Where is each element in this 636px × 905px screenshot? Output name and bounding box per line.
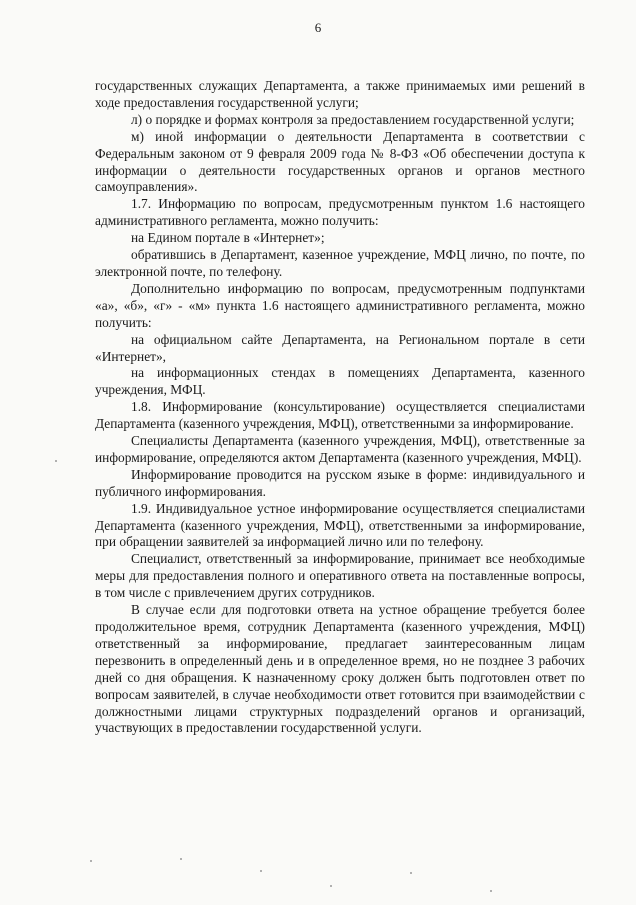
scan-speck — [490, 890, 492, 892]
paragraph: 1.9. Индивидуальное устное информирование осуществляется специалистами Департамента (казенного учреждения, МФЦ), ответственными за информирование, при обращении заявителей за информацией лично или по телефону. — [95, 500, 585, 550]
scan-speck — [180, 858, 182, 860]
paragraph: на официальном сайте Департамента, на Региональном портале в сети «Интернет», — [95, 331, 585, 364]
paragraph: на Едином портале в «Интернет»; — [131, 230, 325, 246]
paragraph: обратившись в Департамент, казенное учреждение, МФЦ лично, по почте, по электронной почте, по телефону. — [95, 247, 585, 279]
scan-speck — [410, 872, 412, 874]
paragraph: Дополнительно информацию по вопросам, предусмотренным подпунктами «а», «б», «г» - «м» пункта 1.6 настоящего административного регламента, можно получить: — [95, 280, 585, 330]
paragraph: на информационных стендах в помещениях Департамента, казенного учреждения, МФЦ. — [95, 365, 585, 398]
paragraph: 1.7. Информацию по вопросам, предусмотренным пунктом 1.6 настоящего административного регламента, можно получить: — [95, 196, 585, 229]
paragraph: м) иной информации о деятельности Департамента в соответствии с Федеральным законом от 9 февраля 2009 года № 8-ФЗ «Об обеспечении доступа к информации о деятельности государственных органов и органов местного самоуправления». — [95, 128, 585, 195]
paragraph: 1.8. Информирование (консультирование) осуществляется специалистами Департамента (казенного учреждения, МФЦ), ответственными за информирование. — [95, 399, 585, 432]
scan-speck — [90, 860, 92, 862]
paragraph: л) о порядке и формах контроля за предоставлением государственной услуги; — [131, 111, 575, 127]
paragraph: В случае если для подготовки ответа на устное обращение требуется более продолжительное время, сотрудник Департамента (казенного учреждения, МФЦ) ответственный за информирование, предлагает заинтересованным лицам перезвонить в определенный день и в определенное время, но не позднее 3 рабочих дней со дня обращения. К назначенному сроку должен быть подготовлен ответ по вопросам заявителей, в случае необходимости ответ готовится при взаимодействии с должностными лицами структурных подразделений органов и организаций, участвующих в предоставлении государственной услуги. — [95, 602, 585, 736]
paragraph: Специалист, ответственный за информирование, принимает все необходимые меры для предоставления полного и оперативного ответа на поставленные вопросы, в том числе с привлечением других сотрудников. — [95, 551, 585, 601]
scan-speck — [260, 870, 262, 872]
page-number: 6 — [314, 20, 322, 35]
scan-speck — [330, 885, 332, 887]
document-body — [95, 78, 585, 737]
paragraph: Информирование проводится на русском языке в форме: индивидуального и публичного информирования. — [95, 466, 585, 499]
paragraph: Специалисты Департамента (казенного учреждения, МФЦ), ответственные за информирование, определяются актом Департамента (казенного учреждения, МФЦ). — [95, 433, 585, 465]
paragraph: государственных служащих Департамента, а также принимаемых ими решений в ходе предоставления государственной услуги; — [95, 78, 585, 110]
scan-speck — [55, 460, 57, 462]
